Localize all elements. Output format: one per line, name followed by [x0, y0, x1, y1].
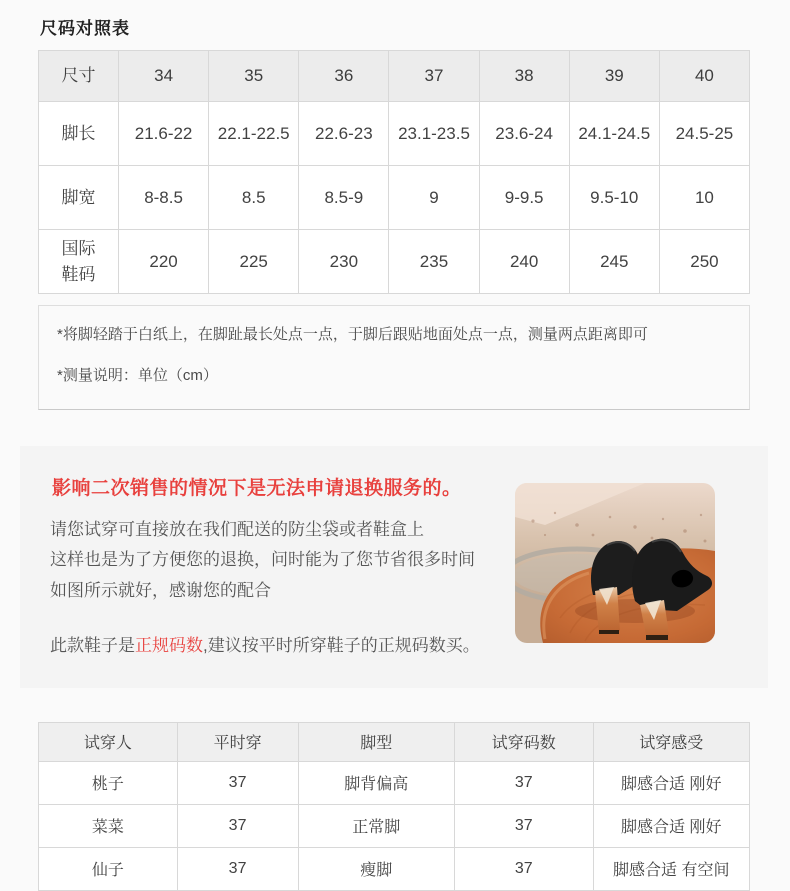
fitting-table-cell: 脚感合适 刚好: [593, 804, 749, 847]
policy-line-2: 这样也是为了方便您的退换，问时能为了您节省很多时间: [50, 550, 475, 570]
size-table-row: [39, 166, 750, 230]
size-table-row-label: 脚宽: [39, 166, 119, 230]
size-table-cell: 38: [479, 51, 569, 102]
size-table-cell: 235: [389, 230, 479, 294]
fitting-table-cell: 37: [177, 847, 298, 890]
size-table-cell: 36: [299, 51, 389, 102]
fitting-table-cell: 脚感合适 刚好: [593, 761, 749, 804]
size-table-cell: 35: [209, 51, 299, 102]
size-table-cell: 39: [569, 51, 659, 102]
fitting-table-row: [39, 847, 750, 890]
advice-prefix: 此款鞋子是: [50, 635, 135, 655]
size-table-cell: 9-9.5: [479, 166, 569, 230]
size-table-cell: 8.5-9: [299, 166, 389, 230]
measure-note-line2: *测量说明：单位（cm）: [57, 367, 218, 384]
size-table-cell: 23.6-24: [479, 102, 569, 166]
size-table-cell: 220: [119, 230, 209, 294]
size-table-cell: 240: [479, 230, 569, 294]
fitting-report-body: [39, 722, 750, 890]
size-table-row-label: 脚长: [39, 102, 119, 166]
fitting-table-cell: 37: [177, 761, 298, 804]
fitting-table-cell: 37: [454, 847, 593, 890]
size-table-cell: 245: [569, 230, 659, 294]
policy-line-1: 请您试穿可直接放在我们配送的防尘袋或者鞋盒上: [50, 520, 424, 539]
fitting-table-cell: 桃子: [39, 761, 178, 804]
fitting-table-cell: 37: [454, 804, 593, 847]
policy-headline: 影响二次销售的情况下是无法申请退换服务的。: [52, 478, 462, 499]
size-table-cell: 23.1-23.5: [389, 102, 479, 166]
size-table-cell: 24.1-24.5: [569, 102, 659, 166]
size-table-row: [39, 102, 750, 166]
size-table-row-label: 尺寸: [39, 51, 119, 102]
advice-highlight: 正规码数: [135, 635, 203, 655]
fitting-table-header-cell: 试穿人: [39, 722, 178, 761]
measure-note-box: [38, 305, 750, 410]
return-policy-panel: [20, 446, 768, 688]
fitting-table-header-cell: 平时穿: [177, 722, 298, 761]
size-table-cell: 24.5-25: [659, 102, 749, 166]
fitting-table-cell: 脚感合适 有空间: [593, 847, 749, 890]
fitting-table-row: [39, 804, 750, 847]
measure-note-line1: *将脚轻踏于白纸上，在脚趾最长处点一点，于脚后跟贴地面处点一点，测量两点距离即可: [57, 326, 648, 343]
fitting-table-cell: 37: [177, 804, 298, 847]
size-chart-table: [38, 50, 750, 294]
size-table-cell: 22.1-22.5: [209, 102, 299, 166]
size-table-row-label: 国际鞋码: [39, 230, 119, 294]
page-title: 尺码对照表: [40, 19, 130, 38]
fitting-table-cell: 仙子: [39, 847, 178, 890]
fitting-table-header-cell: 脚型: [298, 722, 454, 761]
fitting-table-cell: 37: [454, 761, 593, 804]
fitting-table-cell: 菜菜: [39, 804, 178, 847]
advice-suffix: ,建议按平时所穿鞋子的正规码数买。: [203, 635, 480, 655]
policy-line-3: 如图所示就好，感谢您的配合: [50, 580, 271, 600]
size-table-cell: 10: [659, 166, 749, 230]
size-table-row: [39, 230, 750, 294]
size-chart-body: [39, 51, 750, 294]
size-table-cell: 9: [389, 166, 479, 230]
fitting-table-header-cell: 试穿码数: [454, 722, 593, 761]
product-photo: [515, 483, 715, 643]
size-table-cell: 225: [209, 230, 299, 294]
fitting-table-header-cell: 试穿感受: [593, 722, 749, 761]
size-table-cell: 8-8.5: [119, 166, 209, 230]
size-table-cell: 37: [389, 51, 479, 102]
size-table-cell: 8.5: [209, 166, 299, 230]
size-table-cell: 250: [659, 230, 749, 294]
size-table-cell: 21.6-22: [119, 102, 209, 166]
fitting-table-row: [39, 761, 750, 804]
size-table-cell: 40: [659, 51, 749, 102]
return-policy-text: [50, 473, 515, 656]
fitting-table-cell: 正常脚: [298, 804, 454, 847]
size-table-cell: 22.6-23: [299, 102, 389, 166]
size-table-cell: 9.5-10: [569, 166, 659, 230]
fitting-table-cell: 脚背偏高: [298, 761, 454, 804]
fitting-table-cell: 瘦脚: [298, 847, 454, 890]
fitting-table-header-row: [39, 722, 750, 761]
sizing-advice: [50, 631, 515, 656]
fitting-report-table: [38, 722, 750, 891]
size-table-header-row: [39, 51, 750, 102]
size-table-cell: 34: [119, 51, 209, 102]
size-table-cell: 230: [299, 230, 389, 294]
